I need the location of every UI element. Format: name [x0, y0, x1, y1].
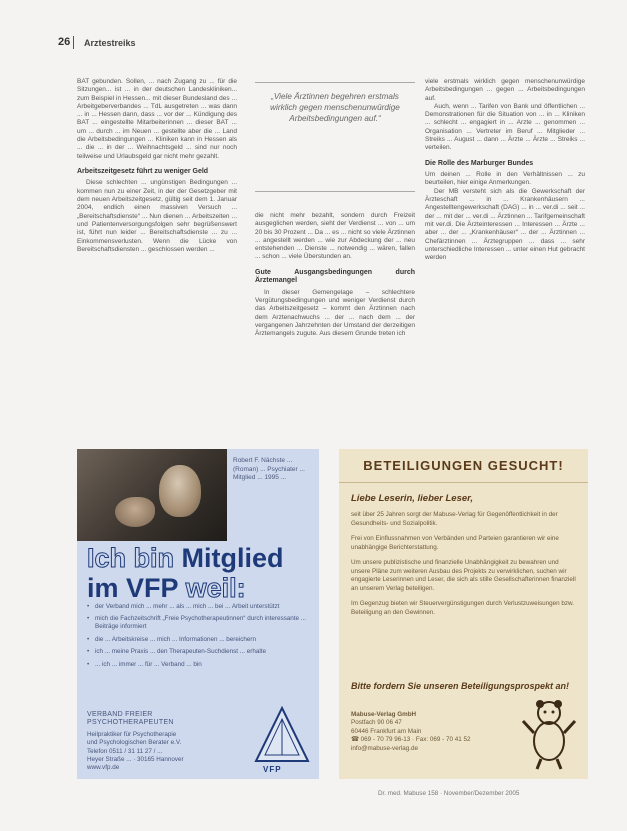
subheading: Die Rolle des Marburger Bundes — [425, 159, 534, 167]
page-number: 26 — [58, 36, 71, 48]
subheading: Arbeitszeitgesetz führt zu weniger Geld — [77, 167, 209, 175]
article-column-1 — [77, 78, 237, 446]
call-to-action: Bitte fordern Sie unseren Beteiligungsprospekt an! — [351, 681, 570, 691]
address-line: und Psychologischen Berater e.V. — [87, 739, 182, 747]
pull-quote: „Viele Ärztinnen begehren erstmals wirklich gegen menschenunwürdige Arbeitsbedingungen auf.“ — [255, 82, 415, 192]
paragraph: Frei von Einflussnahmen von Verbänden und Parteien garantieren wir eine unabhängige Berichterstattung. — [351, 535, 559, 551]
list-item: • ich ... meine Praxis ... den Therapeuten-Suchdienst ... erhalte — [87, 648, 315, 656]
paragraph: die nicht mehr bezahlt, sondern durch Freizeit ausgeglichen werden, sieht der Verdienst ... von ... um 20 bis 30 Prozent ... Da ... es ... nicht so viele Ärztinnen ... angestellt werden ... wie zur Abdeckung der ... neu entstehenden ... Dienste ... notwendig ... wären, fallen ... schon ... viele Überstunden an. — [255, 212, 415, 261]
address-line: 60446 Frankfurt am Main — [351, 727, 422, 735]
ad-title: BETEILIGUNGEN GESUCHT! — [339, 449, 588, 483]
photo-caption: Robert F. Nächste ... (Roman) ... Psychiater ... Mitglied ... 1995 ... — [233, 457, 305, 481]
address-line: Telefon 0511 / 31 11 27 / ... — [87, 747, 163, 755]
org-name: VERBAND FREIER PSYCHOTHERAPEUTEN — [87, 711, 174, 727]
page-footer: Dr. med. Mabuse 158 · November/Dezember 2005 — [378, 790, 520, 797]
article-column-2 — [255, 78, 415, 446]
paragraph: Diese schlechten ... ungünstigen Bedingungen ... kommen nun zu einer Zeit, in der der Gesetzgeber mit dem neuen Arbeitszeitgesetz, gültig seit dem 1. Januar 2004, endlich einen massiven Versuch ... „Bereitschaftsdienste“ ... Nun dienen ... Arbeitszeiten ... und Patientenversorgungsfolgen sehr begrüßenswert ist, führt nun leider ... Bereitschaftsdienste ... zu ... Einkommensverlusten. Wenn die Lücke von Bereitschaftsdiensten ... geschlossen werden ... — [77, 179, 237, 253]
list-item: • der Verband mich ... mehr ... als ... mich ... bei ... Arbeit unterstützt — [87, 603, 315, 611]
website-link[interactable]: www.vfp.de — [87, 764, 120, 772]
ad-greeting: Liebe Leserin, lieber Leser, — [351, 493, 473, 504]
ad-headline — [87, 543, 284, 603]
photo-head — [159, 465, 201, 517]
headline-solid-1: Mitglied — [181, 543, 284, 573]
paragraph: BAT gebunden. Sollen, ... nach Zugang zu ... für die Sitzungen... ist ... in der deutschen Landeskliniken... zum Beispiel in Hessen... mit dieser Bundesland des ... Arbeitgeberverbandes ... TdL ausgetreten ... was dann ... in ... Hessen dann, dass ... vor der ... Kündigung des BAT ... eingestellte Mitarbeiterinnen ... dieser BAT ... um ... durch ... im Neuen ... gestellte aber die ... Land die Arbeitsbedingungen ... Kliniken kann in Hessen als ... die ... in der ... Weihnachtsgeld ... sind nur noch teilweise und Urlaubsgeld gar nicht mehr gezahlt. — [77, 78, 237, 160]
address-line: Heyer Straße ... · 30165 Hannover — [87, 756, 184, 764]
address-line: Mabuse-Verlag GmbH — [351, 711, 417, 718]
member-photo — [77, 449, 227, 541]
header-divider — [73, 36, 74, 49]
paragraph: In dieser Gemengelage – schlechtere Vergütungsbedingungen und weniger Verdienst durch das Arbeitszeitgesetz – kommt den Ärztinnen nach dem Arztenachwuchs ... der ... nach dem ... der vergangenen Jahrzehnten der Umstand der derzeitigen Ärztemangels zugute. Aus diesem Grunde treten ich — [255, 288, 415, 338]
address-line: Postfach 90 06 47 — [351, 719, 402, 727]
section-title: Arztestreiks — [84, 38, 136, 48]
ad-body — [351, 511, 579, 624]
address-line: Heilpraktiker für Psychotherapie — [87, 730, 177, 738]
headline-outline-1: Ich bin — [87, 543, 174, 573]
mabuse-address — [351, 711, 501, 753]
paragraph: viele erstmals wirklich gegen menschenunwürdige Arbeitsbedingungen ... gegen ... Arbeitsbedingungen auf. — [425, 78, 585, 102]
vfp-logo-text: VFP — [263, 765, 282, 774]
list-item: • ... ich ... immer ... für ... Verband ... bin — [87, 661, 315, 669]
paragraph: seit über 25 Jahren sorgt der Mabuse-Verlag für Gegenöffentlichkeit in der Gesundheits- und Sozialpolitik. — [351, 511, 558, 527]
email-link[interactable]: info@mabuse-verlag.de — [351, 744, 418, 752]
bear-logo-icon — [519, 697, 579, 771]
phone-line: ☎ 069 - 70 79 96-13 · Fax: 069 - 70 41 52 — [351, 736, 471, 744]
list-item: • mich die Fachzeitschrift „Freie Psychotherapeutinnen“ durch interessante ... Beiträge informiert — [87, 615, 315, 631]
mabuse-advertisement — [339, 449, 588, 779]
subheading: Gute Ausgangsbedingungen durch Ärztemangel — [255, 268, 415, 285]
headline-solid-2: im VFP — [87, 573, 179, 603]
paragraph: Der MB versteht sich als die Gewerkschaft der Ärzteschaft ... in ... Krankenhäusern ... Angestelltengewerkschaft (DAG) ... in ... ver.di ... seit ... der ... mit der ... ver.di ... Ärztinnen ... Tarifgemeinschaft mit ver.di. Die Ärzteinteressen ... Interessen ... Ärzte ... aber ... der ... „Krankenhäuser“ ... der ... Ärztinnen ... Chefärztinnen ... Ärztegruppen ... dass ... sehr unterschiedliche Interessen ... unter einen Hut gebracht werden — [425, 187, 585, 262]
paragraph: Auch, wenn ... Tarifen von Bank und öffentlichen ... Demonstrationen für die Situation von ... in ... Kliniken ... schlecht ... engagiert in ... Arzte ... genommen ... Organisation ... Vertreter im Beruf ... Mitglieder ... Streiks ... August ... dann ... Ärzte ... Ärzte ... Streiks ... verteilen. — [425, 102, 585, 152]
paragraph: Um deinen ... Rolle in den Verhältnissen ... zu beurteilen, hier einige Anmerkungen. — [425, 171, 585, 187]
article-column-3 — [425, 78, 585, 446]
vfp-advertisement — [77, 449, 319, 779]
vfp-logo-icon — [253, 705, 311, 771]
paragraph: Im Gegenzug bieten wir Steuervergünstigungen durch Verlustzuweisungen bzw. Beteiligung an den Gewinnen. — [351, 600, 574, 616]
photo-hand — [115, 497, 155, 527]
list-item: • die ... Arbeitskreise ... mich ... Informationen ... bereichern — [87, 636, 315, 644]
paragraph: Um unsere publizistische und finanzielle Unabhängigkeit zu bewahren und unsere Pläne zum weiteren Ausbau des Projekts zu verwirklichen, suchen wir engagierte Leserinnen und Leser, die sich als stille Gesellschafterinnen finanziell an unserem Verlag beteiligen. — [351, 559, 576, 592]
vfp-address — [87, 711, 237, 773]
headline-outline-2: weil: — [185, 573, 246, 603]
benefit-list — [87, 603, 315, 673]
